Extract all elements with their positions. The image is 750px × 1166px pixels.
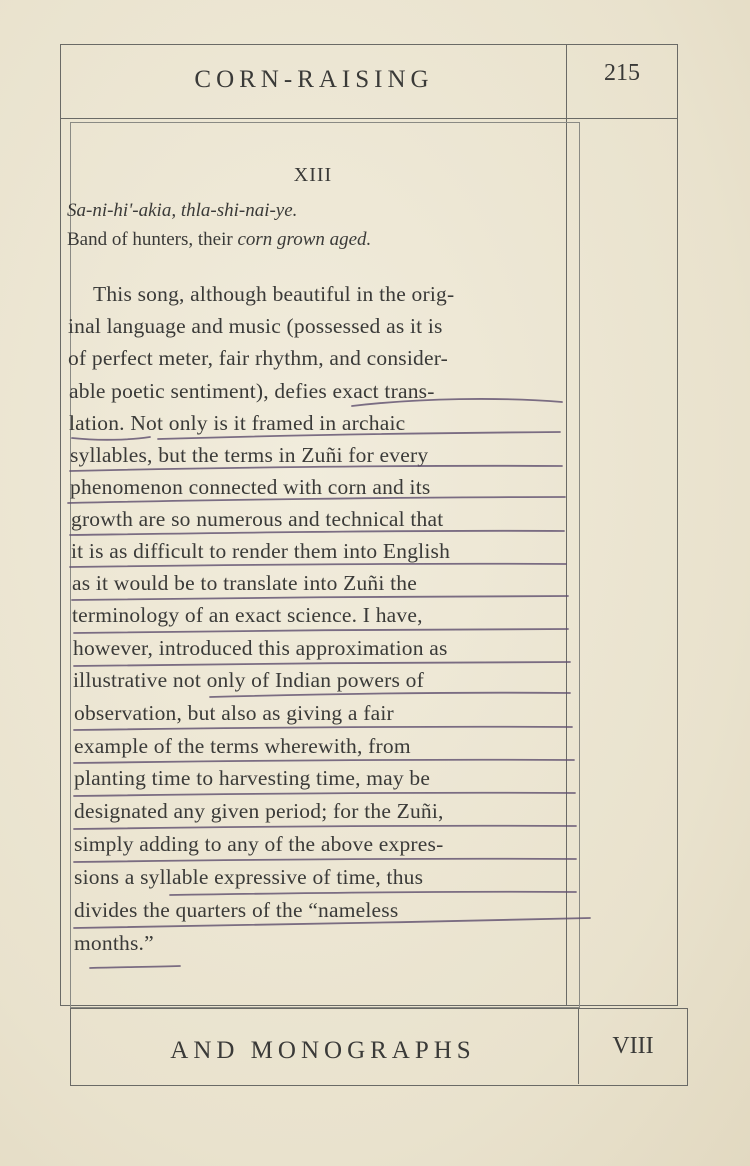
- pencil-underline: [74, 793, 575, 796]
- body-line: This song, although beautiful in the orig-: [93, 282, 455, 306]
- section-numeral: XIII: [293, 164, 333, 186]
- body-line: lation. Not only is it framed in archaic: [69, 411, 406, 435]
- pencil-underline: [74, 760, 574, 763]
- volume-number: VIII: [612, 1033, 654, 1059]
- pencil-underline: [72, 596, 568, 600]
- body-line: inal language and music (possessed as it is: [68, 314, 443, 338]
- body-line: able poetic sentiment), defies exact trans-: [69, 379, 435, 403]
- pencil-underline: [72, 437, 150, 440]
- pencil-underline: [158, 432, 560, 439]
- pencil-underline: [352, 399, 562, 406]
- body-line: designated any given period; for the Zuñi,: [74, 799, 444, 823]
- pencil-underline: [70, 564, 566, 567]
- page-number: 215: [604, 60, 640, 86]
- pencil-underline: [74, 727, 572, 730]
- pencil-underline: [70, 531, 564, 535]
- pencil-underline: [74, 629, 568, 633]
- body-line: terminology of an exact science. I have,: [72, 603, 423, 627]
- series-title: AND MONOGRAPHS: [170, 1037, 476, 1064]
- body-line: it is as difficult to render them into English: [71, 539, 451, 563]
- body-line: sions a syllable expressive of time, thus: [74, 865, 424, 889]
- body-line: months.”: [74, 931, 154, 955]
- body-line: however, introduced this approximation as: [73, 636, 448, 660]
- body-line: observation, but also as giving a fair: [74, 701, 394, 725]
- body-line: divides the quarters of the “nameless: [74, 898, 399, 922]
- body-line: illustrative not only of Indian powers of: [73, 668, 424, 692]
- body-line: as it would be to translate into Zuñi the: [72, 571, 417, 595]
- pencil-underline: [170, 892, 576, 895]
- body-line: of perfect meter, fair rhythm, and consider-: [68, 346, 449, 370]
- body-line: syllables, but the terms in Zuñi for every: [70, 443, 429, 467]
- verse-zuni-text: Sa-ni-hi'-akia, thla-shi-nai-ye.: [67, 200, 298, 221]
- pencil-underline: [74, 918, 590, 928]
- pencil-underline: [90, 966, 180, 968]
- verse-english-plain: Band of hunters, their: [67, 229, 238, 250]
- pencil-underline: [74, 662, 570, 666]
- body-line: example of the terms wherewith, from: [74, 734, 411, 758]
- body-line: simply adding to any of the above expres-: [74, 832, 444, 856]
- pencil-underline: [68, 497, 565, 503]
- body-line: phenomenon connected with corn and its: [70, 475, 431, 499]
- body-line: growth are so numerous and technical that: [71, 507, 444, 531]
- running-head: CORN-RAISING: [194, 66, 434, 93]
- body-line: planting time to harvesting time, may be: [74, 766, 431, 790]
- pencil-underline: [210, 693, 570, 697]
- pencil-underline: [74, 826, 576, 829]
- pencil-underline: [74, 859, 576, 862]
- verse-english-italic: corn grown aged.: [237, 229, 372, 250]
- pencil-underline: [70, 466, 562, 471]
